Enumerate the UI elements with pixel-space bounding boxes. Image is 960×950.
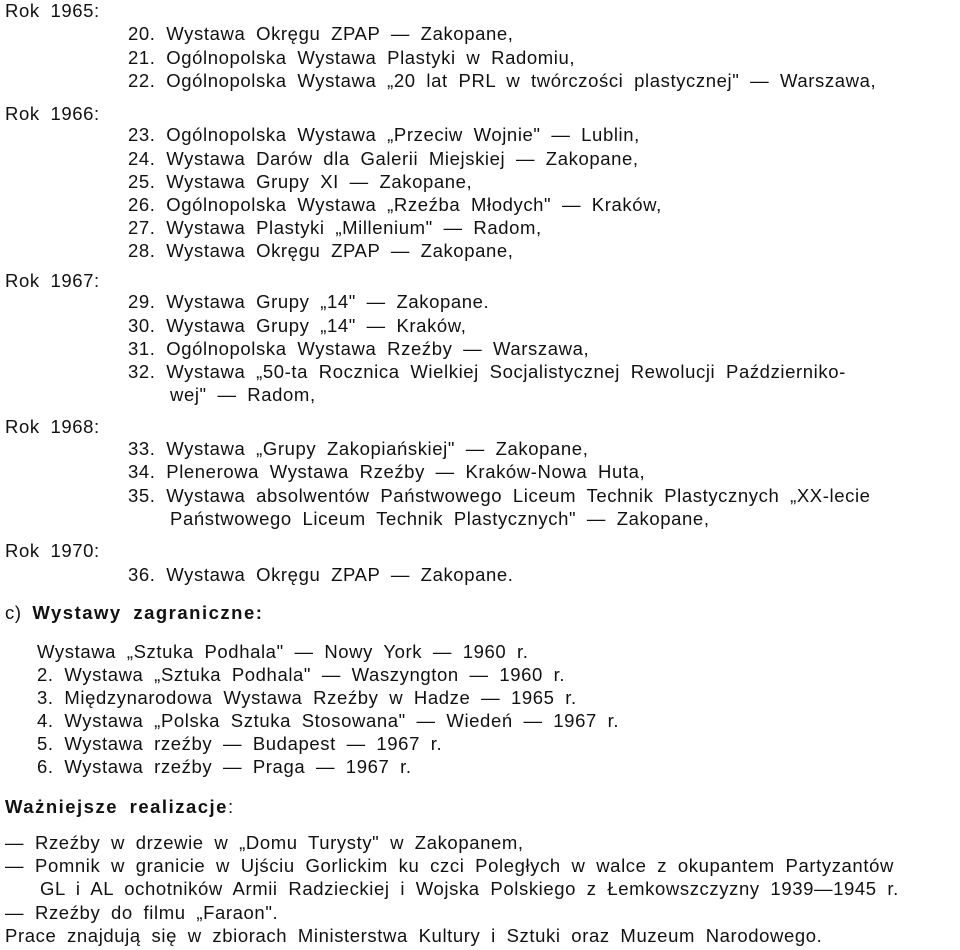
list-item-24: 24. Wystawa Darów dla Galerii Miejskiej — Zakopane, — [128, 148, 639, 169]
year-label-1970: Rok 1970: — [5, 540, 100, 561]
year-label-1968: Rok 1968: — [5, 416, 100, 437]
list-item-26: 26. Ogólnopolska Wystawa „Rzeźba Młodych" — Kraków, — [128, 194, 662, 215]
list-item-28: 28. Wystawa Okręgu ZPAP — Zakopane, — [128, 240, 514, 261]
list-item-34: 34. Plenerowa Wystawa Rzeźby — Kraków-Nowa Huta, — [128, 461, 646, 482]
list-item-30: 30. Wystawa Grupy „14" — Kraków, — [128, 315, 467, 336]
realization-item-1 — [5, 832, 524, 854]
foreign-item-1: Wystawa „Sztuka Podhala" — Nowy York — 1960 r. — [37, 641, 529, 662]
foreign-item-3: 3. Międzynarodowa Wystawa Rzeźby w Hadze — 1965 r. — [37, 687, 577, 708]
list-item-23: 23. Ogólnopolska Wystawa „Przeciw Wojnie" — Lublin, — [128, 124, 640, 145]
realization-item-2-text: Pomnik w granicie w Ujściu Gorlickim ku czci Poległych w walce z okupantem Partyzantów — [35, 855, 894, 876]
dash-bullet: — — [5, 902, 25, 923]
list-item-32: 32. Wystawa „50-ta Rocznica Wielkiej Socjalistycznej Rewolucji Październiko- — [128, 361, 846, 382]
list-item-32-continuation: wej" — Radom, — [170, 384, 316, 405]
year-label-1965: Rok 1965: — [5, 0, 100, 21]
foreign-exhibitions-heading — [5, 602, 263, 624]
foreign-item-4: 4. Wystawa „Polska Sztuka Stosowana" — Wiedeń — 1967 r. — [37, 710, 620, 731]
foreign-item-5: 5. Wystawa rzeźby — Budapest — 1967 r. — [37, 733, 443, 754]
year-label-1966: Rok 1966: — [5, 103, 100, 124]
list-item-36: 36. Wystawa Okręgu ZPAP — Zakopane. — [128, 564, 514, 585]
list-item-29: 29. Wystawa Grupy „14" — Zakopane. — [128, 291, 490, 312]
list-item-22: 22. Ogólnopolska Wystawa „20 lat PRL w twórczości plastycznej" — Warszawa, — [128, 70, 877, 91]
list-item-35: 35. Wystawa absolwentów Państwowego Liceum Technik Plastycznych „XX-lecie — [128, 485, 871, 506]
collections-note: Prace znajdują się w zbiorach Ministerstwa Kultury i Sztuki oraz Muzeum Narodowego. — [5, 925, 823, 946]
foreign-exhibitions-title: Wystawy zagraniczne: — [32, 602, 264, 623]
dash-bullet: — — [5, 855, 25, 876]
list-item-35-continuation: Państwowego Liceum Technik Plastycznych" — Zakopane, — [170, 508, 710, 529]
realization-item-3-text: Rzeźby do filmu „Faraon". — [35, 902, 279, 923]
foreign-item-6: 6. Wystawa rzeźby — Praga — 1967 r. — [37, 756, 412, 777]
realization-item-1-text: Rzeźby w drzewie w „Domu Turysty" w Zakopanem, — [35, 832, 524, 853]
dash-bullet: — — [5, 832, 25, 853]
foreign-item-2: 2. Wystawa „Sztuka Podhala" — Waszyngton — 1960 r. — [37, 664, 566, 685]
list-item-25: 25. Wystawa Grupy XI — Zakopane, — [128, 171, 473, 192]
list-item-27: 27. Wystawa Plastyki „Millenium" — Radom, — [128, 217, 542, 238]
realizations-heading — [5, 796, 234, 818]
realization-item-2 — [5, 855, 894, 877]
list-item-20: 20. Wystawa Okręgu ZPAP — Zakopane, — [128, 23, 514, 44]
realizations-title: Ważniejsze realizacje — [5, 796, 228, 817]
realization-item-3 — [5, 902, 278, 924]
list-item-33: 33. Wystawa „Grupy Zakopiańskiej" — Zakopane, — [128, 438, 589, 459]
list-item-31: 31. Ogólnopolska Wystawa Rzeźby — Warszawa, — [128, 338, 590, 359]
section-marker: c) — [5, 602, 22, 623]
realization-item-2-continuation: GL i AL ochotników Armii Radzieckiej i Wojska Polskiego z Łemkowszczyzny 1939—1945 r. — [40, 878, 899, 899]
list-item-21: 21. Ogólnopolska Wystawa Plastyki w Radomiu, — [128, 47, 576, 68]
realizations-colon: : — [227, 796, 234, 817]
year-label-1967: Rok 1967: — [5, 270, 100, 291]
